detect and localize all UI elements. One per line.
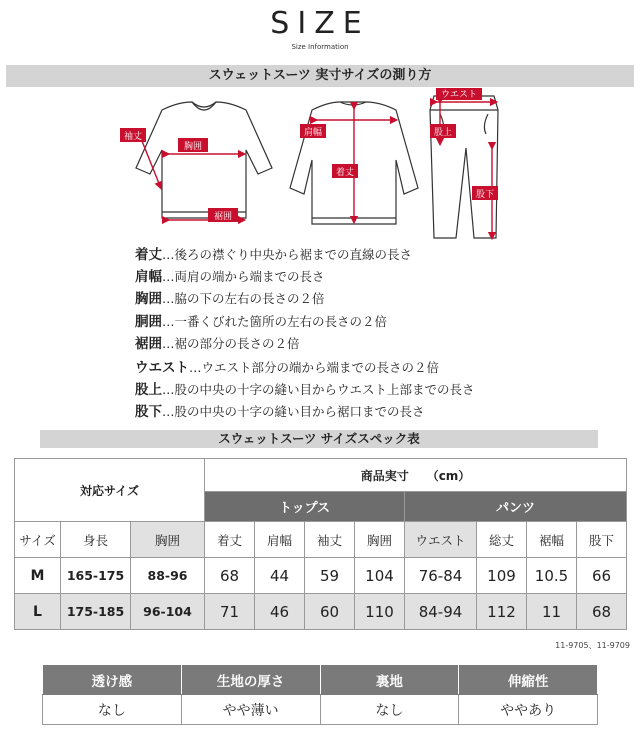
- spec-section-title: スウェットスーツ サイズスペック表: [40, 430, 598, 448]
- label-hem: 裾囲: [213, 212, 233, 222]
- col-header-height: 身長: [61, 522, 131, 558]
- tops-group-header: トップス: [205, 492, 405, 522]
- label-sleeve: 袖丈: [123, 132, 143, 142]
- col-header-inseam: 股下: [577, 522, 627, 558]
- feel-header-lining: 裏地: [320, 665, 459, 695]
- definition-row: 胸囲…脇の下の左右の長さの２倍: [135, 291, 325, 308]
- col-header-total-length: 総丈: [477, 522, 527, 558]
- definition-row: 股上…股の中央の十字の縫い目からウエスト上部までの長さ: [135, 382, 475, 399]
- col-header-chest: 胸囲: [355, 522, 405, 558]
- feel-value-thickness: やや薄い: [181, 695, 320, 725]
- definition-row: 裾囲…裾の部分の長さの２倍: [135, 335, 300, 352]
- col-header-sleeve: 袖丈: [305, 522, 355, 558]
- fit-size-header: 対応サイズ: [15, 459, 205, 522]
- page-title: SIZE: [270, 6, 370, 41]
- col-header-length: 着丈: [205, 522, 255, 558]
- feel-value-stretch: ややあり: [459, 695, 598, 725]
- garment-measurement-diagram: [100, 88, 520, 248]
- col-header-shoulder: 肩幅: [255, 522, 305, 558]
- definition-row: 胴囲…一番くびれた箇所の左右の長さの２倍: [135, 313, 388, 330]
- measurement-definitions: [135, 244, 475, 424]
- feel-header-thickness: 生地の厚さ: [181, 665, 320, 695]
- measure-section-title: スウェットスーツ 実寸サイズの測り方: [6, 65, 634, 87]
- table-row: M 165-175 88-96 68 44 59 104 76-84 109 10.5 66: [15, 558, 627, 594]
- label-chest: 胸囲: [183, 142, 203, 152]
- feel-header-sheerness: 透け感: [43, 665, 182, 695]
- feel-header-stretch: 伸縮性: [459, 665, 598, 695]
- definition-row: 股下…股の中央の十字の縫い目から裾口までの長さ: [135, 404, 425, 421]
- size-spec-table: [14, 458, 627, 630]
- label-rise: 股上: [433, 128, 453, 138]
- sweatshirt-front-illustration: [136, 102, 272, 218]
- definition-row: 肩幅…両肩の端から端までの長さ: [135, 269, 325, 286]
- feel-value-lining: なし: [320, 695, 459, 725]
- col-header-size: サイズ: [15, 522, 61, 558]
- definition-row: 着丈…後ろの襟ぐり中央から裾までの直線の長さ: [135, 247, 413, 263]
- label-inseam: 股下: [475, 190, 495, 200]
- label-shoulder: 肩幅: [303, 128, 323, 138]
- col-header-hem-width: 裾幅: [527, 522, 577, 558]
- fabric-feel-table: [42, 664, 598, 725]
- label-length: 着丈: [335, 168, 355, 178]
- table-row: L 175-185 96-104 71 46 60 110 84-94 112 11 68: [15, 594, 627, 630]
- product-code: 11-9705、11-9709: [555, 641, 630, 650]
- col-header-chest-fit: 胸囲: [131, 522, 205, 558]
- page-subtitle: Size Information: [291, 43, 349, 51]
- col-header-waist: ウエスト: [405, 522, 477, 558]
- pants-group-header: パンツ: [405, 492, 627, 522]
- definition-row: ウエスト…ウエスト部分の端から端までの長さの２倍: [135, 360, 440, 377]
- measured-size-header: 商品実寸 （cm）: [205, 459, 627, 492]
- label-waist: ウエスト: [440, 90, 478, 100]
- feel-value-sheerness: なし: [43, 695, 182, 725]
